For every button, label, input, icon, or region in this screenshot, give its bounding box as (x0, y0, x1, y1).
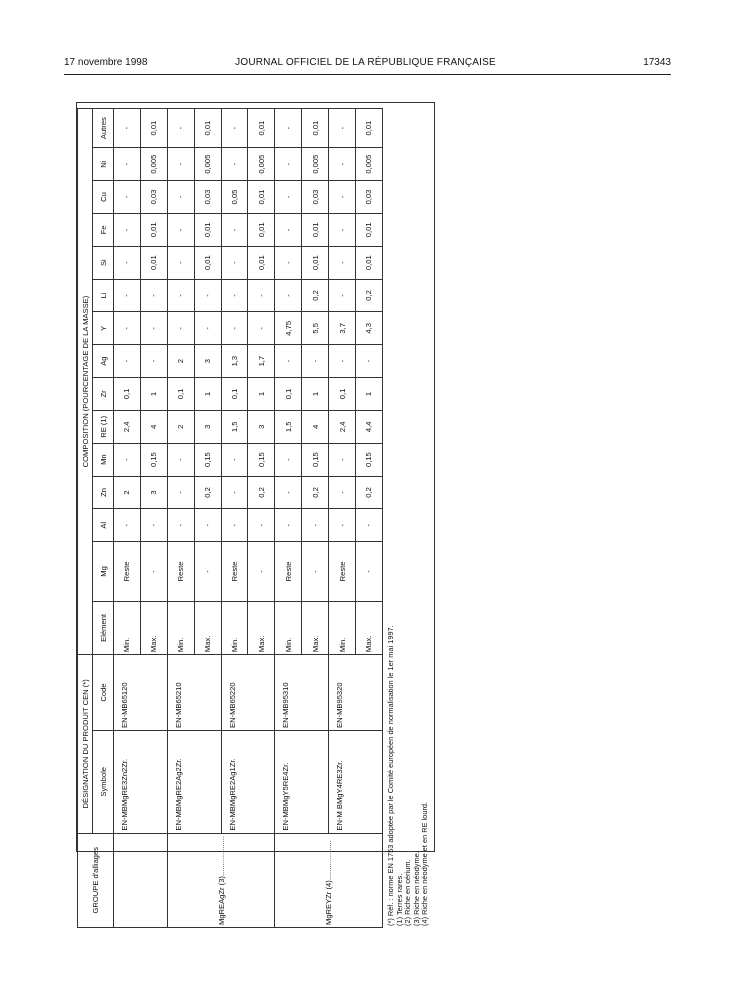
composition-value: - (275, 509, 302, 542)
composition-value: - (140, 542, 167, 602)
composition-value: 1,7 (248, 345, 275, 378)
composition-value: - (167, 312, 194, 345)
composition-value: - (140, 312, 167, 345)
composition-value: - (167, 213, 194, 246)
composition-value: 3 (140, 476, 167, 509)
composition-value: - (114, 509, 141, 542)
composition-value: - (275, 476, 302, 509)
composition-value: 4,75 (275, 312, 302, 345)
table-row (221, 109, 248, 928)
composition-value: - (248, 542, 275, 602)
composition-value: - (356, 345, 383, 378)
composition-value: - (329, 181, 356, 214)
composition-value: 0,01 (194, 246, 221, 279)
composition-value: - (329, 279, 356, 312)
footnote: (4) Riche en néodyme et en RE lourd. (420, 801, 430, 926)
header-element-col: Ni (93, 148, 114, 181)
composition-value: 0,01 (248, 213, 275, 246)
composition-value: 0,005 (194, 148, 221, 181)
composition-value: - (329, 148, 356, 181)
header-code: Code (93, 655, 114, 731)
alloy-group: MgREAgZr (3)................... (167, 833, 275, 927)
alloy-group (114, 833, 168, 927)
composition-value: 0,15 (248, 443, 275, 476)
composition-value: 0,15 (194, 443, 221, 476)
footnote: (1) Terres rares. (394, 873, 404, 926)
composition-value: 0,1 (167, 378, 194, 411)
composition-value: 0,01 (356, 109, 383, 148)
header-element-col: Ag (93, 345, 114, 378)
composition-value: 0,01 (302, 213, 329, 246)
composition-value: 1 (140, 378, 167, 411)
header-element-col: Mg (93, 542, 114, 602)
composition-value: 0,01 (194, 109, 221, 148)
rotated-table-container (77, 108, 430, 928)
composition-value: - (167, 181, 194, 214)
composition-value: - (194, 312, 221, 345)
composition-value: Reste (167, 542, 194, 602)
composition-value: 0,01 (302, 109, 329, 148)
composition-value: - (275, 443, 302, 476)
product-symbole: EN-M BMgY4RE3Zr. (329, 730, 383, 833)
composition-value: 0,01 (356, 213, 383, 246)
composition-value: 1 (194, 378, 221, 411)
product-code: EN-MB65210 (167, 655, 221, 731)
composition-value: - (167, 476, 194, 509)
composition-value: - (221, 509, 248, 542)
composition-value: 0,15 (302, 443, 329, 476)
header-element-col: Mn (93, 443, 114, 476)
header-element-col: Y (93, 312, 114, 345)
element-limit: Min. (114, 601, 141, 654)
composition-value: - (329, 476, 356, 509)
header-element-col: Fe (93, 213, 114, 246)
composition-value: - (356, 542, 383, 602)
composition-value: - (140, 279, 167, 312)
composition-value: - (248, 312, 275, 345)
composition-value: 4,3 (356, 312, 383, 345)
composition-value: 1 (248, 378, 275, 411)
product-symbole: EN-MBMgRE3Zn2Zr. (114, 730, 168, 833)
composition-value: 0,01 (356, 246, 383, 279)
header-title: JOURNAL OFFICIEL DE LA RÉPUBLIQUE FRANÇAISE (235, 57, 496, 68)
composition-value: - (140, 345, 167, 378)
composition-value: - (302, 542, 329, 602)
composition-value: - (167, 148, 194, 181)
composition-value: - (275, 181, 302, 214)
footnotes (387, 108, 430, 928)
composition-value: - (275, 246, 302, 279)
composition-value: - (221, 148, 248, 181)
header-element-col: Zn (93, 476, 114, 509)
composition-value: - (114, 213, 141, 246)
header-element-col: Si (93, 246, 114, 279)
composition-value: 2 (114, 476, 141, 509)
composition-value: - (221, 476, 248, 509)
composition-value: - (114, 443, 141, 476)
alloy-group: MgREYZr (4)................... (275, 833, 383, 927)
element-limit: Max. (356, 601, 383, 654)
composition-value: - (114, 181, 141, 214)
composition-value: - (329, 443, 356, 476)
header-element-col: Autres (93, 109, 114, 148)
composition-value: - (275, 148, 302, 181)
composition-value: - (167, 246, 194, 279)
product-symbole: EN-MBMgRE2Ag1Zr. (221, 730, 275, 833)
composition-value: - (167, 443, 194, 476)
table-row (329, 109, 356, 928)
composition-value: 1 (302, 378, 329, 411)
composition-value: Reste (329, 542, 356, 602)
element-limit: Min. (221, 601, 248, 654)
alloy-composition-table (77, 108, 383, 928)
composition-value: - (140, 509, 167, 542)
composition-value: 0,2 (194, 476, 221, 509)
composition-value: - (275, 279, 302, 312)
header-symbole: Symbole (93, 730, 114, 833)
composition-value: 1,3 (221, 345, 248, 378)
composition-value: 0,01 (302, 246, 329, 279)
composition-value: - (329, 213, 356, 246)
composition-value: 0,01 (140, 213, 167, 246)
composition-value: 2 (167, 410, 194, 443)
composition-value: 5,5 (302, 312, 329, 345)
header-element-col: Li (93, 279, 114, 312)
composition-value: - (356, 509, 383, 542)
composition-value: - (275, 345, 302, 378)
composition-value: - (221, 279, 248, 312)
composition-value: - (194, 509, 221, 542)
composition-value: - (167, 279, 194, 312)
composition-value: 0,1 (221, 378, 248, 411)
composition-value: - (114, 345, 141, 378)
composition-value: - (248, 509, 275, 542)
composition-value: 0,15 (140, 443, 167, 476)
element-limit: Min. (275, 601, 302, 654)
composition-value: - (302, 345, 329, 378)
header-groupe: GROUPE d'alliages (78, 833, 114, 927)
composition-value: - (221, 312, 248, 345)
composition-value: - (275, 109, 302, 148)
element-limit: Max. (302, 601, 329, 654)
product-symbole: EN-MBMgRE2Ag2Zr. (167, 730, 221, 833)
table-row (114, 109, 141, 928)
header-element-col: Zr (93, 378, 114, 411)
footnote: (3) Riche en néodyme. (411, 851, 421, 926)
composition-value: 0,01 (248, 246, 275, 279)
product-code: EN-MB65120 (114, 655, 168, 731)
header-rule (64, 74, 671, 75)
composition-value: 0,2 (356, 279, 383, 312)
element-limit: Max. (248, 601, 275, 654)
composition-value: 1,5 (275, 410, 302, 443)
composition-value: - (221, 246, 248, 279)
composition-value: 2,4 (329, 410, 356, 443)
composition-value: - (221, 443, 248, 476)
composition-value: 0,01 (248, 181, 275, 214)
composition-value: 1 (356, 378, 383, 411)
element-limit: Max. (194, 601, 221, 654)
product-symbole: EN-MBMgY5RE4Zr. (275, 730, 329, 833)
composition-value: Reste (221, 542, 248, 602)
composition-value: 0,01 (194, 213, 221, 246)
composition-value: 0,2 (302, 476, 329, 509)
element-limit: Max. (140, 601, 167, 654)
composition-value: 2,4 (114, 410, 141, 443)
composition-value: Reste (114, 542, 141, 602)
composition-value: 0,2 (248, 476, 275, 509)
composition-value: 0,05 (221, 181, 248, 214)
element-limit: Min. (167, 601, 194, 654)
composition-value: 4 (140, 410, 167, 443)
composition-value: 0,005 (140, 148, 167, 181)
table-row (167, 109, 194, 928)
composition-value: - (221, 109, 248, 148)
composition-value: 0,005 (302, 148, 329, 181)
composition-value: 3 (194, 410, 221, 443)
product-code: EN-MB95310 (275, 655, 329, 731)
composition-value: - (248, 279, 275, 312)
composition-value: - (167, 109, 194, 148)
composition-value: 0,03 (140, 181, 167, 214)
composition-value: - (167, 509, 194, 542)
product-code: EN-MB65220 (221, 655, 275, 731)
composition-value: 0,03 (194, 181, 221, 214)
composition-value: 3,7 (329, 312, 356, 345)
composition-value: 0,01 (140, 109, 167, 148)
composition-value: - (194, 279, 221, 312)
element-limit: Min. (329, 601, 356, 654)
composition-value: 0,2 (356, 476, 383, 509)
header-date: 17 novembre 1998 (64, 57, 148, 68)
composition-value: 0,1 (329, 378, 356, 411)
composition-value: - (114, 148, 141, 181)
composition-value: 3 (248, 410, 275, 443)
composition-value: 1,5 (221, 410, 248, 443)
composition-value: 3 (194, 345, 221, 378)
composition-value: 0,01 (248, 109, 275, 148)
header-element: Elément (93, 601, 114, 654)
header-element-col: RE (1) (93, 410, 114, 443)
composition-value: - (221, 213, 248, 246)
composition-value: 0,01 (140, 246, 167, 279)
composition-value: - (329, 109, 356, 148)
composition-value: - (114, 312, 141, 345)
header-element-col: Cu (93, 181, 114, 214)
composition-value: Reste (275, 542, 302, 602)
header-element-col: Al (93, 509, 114, 542)
composition-value: - (114, 246, 141, 279)
composition-value: - (329, 345, 356, 378)
header-designation: DÉSIGNATION DU PRODUIT CEN (*) (78, 655, 93, 834)
composition-value: 0,2 (302, 279, 329, 312)
composition-value: 0,1 (275, 378, 302, 411)
composition-value: 0,15 (356, 443, 383, 476)
composition-value: 4,4 (356, 410, 383, 443)
composition-value: 0,03 (356, 181, 383, 214)
composition-value: 0,1 (114, 378, 141, 411)
composition-value: - (114, 109, 141, 148)
table-row (275, 109, 302, 928)
footnote: (*) Réf. : norme EN 1753 adoptée par le Comité européen de normalisation le 1er mai 1997. (385, 625, 395, 926)
composition-value: - (275, 213, 302, 246)
footnote: (2) Riche en cérium. (403, 859, 413, 926)
composition-value: 0,005 (248, 148, 275, 181)
header-composition: COMPOSITION (POURCENTAGE DE LA MASSE) (78, 109, 93, 655)
composition-value: 0,005 (356, 148, 383, 181)
composition-value: - (329, 509, 356, 542)
composition-value: - (302, 509, 329, 542)
composition-value: 0,03 (302, 181, 329, 214)
product-code: EN-MB95320 (329, 655, 383, 731)
composition-value: - (114, 279, 141, 312)
composition-value: 2 (167, 345, 194, 378)
composition-value: - (329, 246, 356, 279)
composition-value: - (194, 542, 221, 602)
composition-value: 4 (302, 410, 329, 443)
page-number: 17343 (643, 57, 671, 68)
